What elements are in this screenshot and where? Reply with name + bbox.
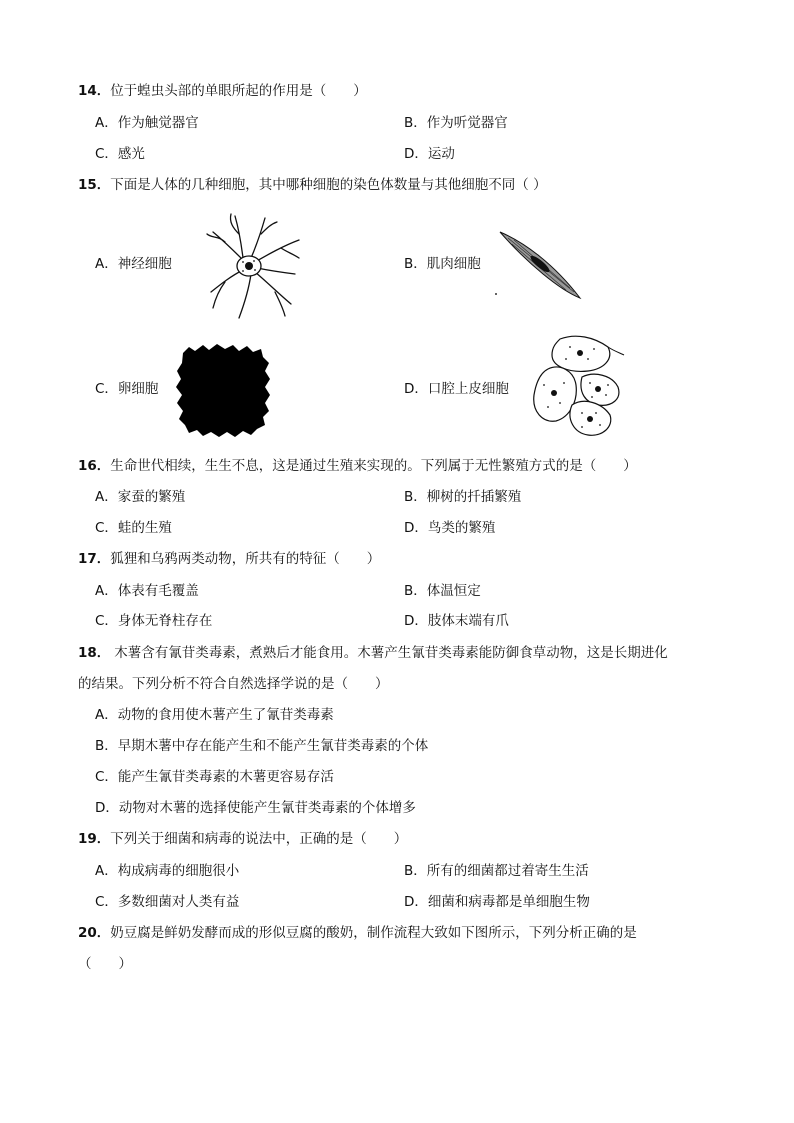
question-19-stem: 19．下列关于细菌和病毒的说法中，正确的是（ ） <box>78 831 408 847</box>
question-20-stem: 20．奶豆腐是鲜奶发酵而成的形似豆腐的酸奶，制作流程大致如下图所示，下列分析正确的是 <box>78 925 637 941</box>
q17-option-b[interactable]: B．体温恒定 <box>404 583 481 599</box>
question-15-stem: 15．下面是人体的几种细胞，其中哪种细胞的染色体数量与其他细胞不同（ ） <box>78 177 547 193</box>
q14-option-b[interactable]: B．作为听觉器官 <box>404 115 508 131</box>
q15-option-c[interactable]: C．卵细胞 <box>95 381 159 397</box>
question-14-stem: 14．位于蝗虫头部的单眼所起的作用是（ ） <box>78 83 367 99</box>
question-number: 14． <box>78 83 111 99</box>
q19-option-b[interactable]: B．所有的细菌都过着寄生生活 <box>404 863 589 879</box>
question-number: 16． <box>78 458 111 474</box>
question-18-stem: 18． 木薯含有氰苷类毒素，煮熟后才能食用。木薯产生氰苷类毒素能防御食草动物，这是长期进化 <box>78 645 668 661</box>
question-number: 20． <box>78 925 111 941</box>
q18-option-d[interactable]: D．动物对木薯的选择使能产生氰苷类毒素的个体增多 <box>95 800 416 816</box>
oral-epithelial-cells-image <box>530 333 626 438</box>
question-20-stem-continued: （ ） <box>78 956 132 972</box>
question-number: 17． <box>78 551 111 567</box>
question-number: 18． <box>78 645 111 661</box>
q19-option-a[interactable]: A．构成病毒的细胞很小 <box>95 863 240 879</box>
question-16-stem: 16．生命世代相续，生生不息，这是通过生殖来实现的。下列属于无性繁殖方式的是（ ） <box>78 458 637 474</box>
q15-option-d[interactable]: D．口腔上皮细胞 <box>404 381 509 397</box>
q14-option-c[interactable]: C．感光 <box>95 146 145 162</box>
muscle-cell-image <box>494 224 586 304</box>
neuron-cell-image <box>205 212 301 320</box>
q18-option-b[interactable]: B．早期木薯中存在能产生和不能产生氰苷类毒素的个体 <box>95 738 429 754</box>
q18-option-a[interactable]: A．动物的食用使木薯产生了氰苷类毒素 <box>95 707 334 723</box>
q16-option-b[interactable]: B．柳树的扦插繁殖 <box>404 489 522 505</box>
q16-option-a[interactable]: A．家蚕的繁殖 <box>95 489 186 505</box>
q16-option-d[interactable]: D．鸟类的繁殖 <box>404 520 496 536</box>
question-18-stem-continued: 的结果。下列分析不符合自然选择学说的是（ ） <box>78 676 389 692</box>
q19-option-c[interactable]: C．多数细菌对人类有益 <box>95 894 240 910</box>
q17-option-d[interactable]: D．肢体末端有爪 <box>404 613 509 629</box>
q15-option-a[interactable]: A．神经细胞 <box>95 256 172 272</box>
question-number: 19． <box>78 831 111 847</box>
q19-option-d[interactable]: D．细菌和病毒都是单细胞生物 <box>404 894 590 910</box>
egg-cell-image <box>175 343 271 438</box>
q17-option-c[interactable]: C．身体无脊柱存在 <box>95 613 213 629</box>
question-number: 15． <box>78 177 111 193</box>
q14-option-d[interactable]: D．运动 <box>404 146 455 162</box>
q18-option-c[interactable]: C．能产生氰苷类毒素的木薯更容易存活 <box>95 769 334 785</box>
question-17-stem: 17．狐狸和乌鸦两类动物，所共有的特征（ ） <box>78 551 381 567</box>
q16-option-c[interactable]: C．蛙的生殖 <box>95 520 172 536</box>
q17-option-a[interactable]: A．体表有毛覆盖 <box>95 583 199 599</box>
q14-option-a[interactable]: A．作为触觉器官 <box>95 115 199 131</box>
q15-option-b[interactable]: B．肌肉细胞 <box>404 256 481 272</box>
